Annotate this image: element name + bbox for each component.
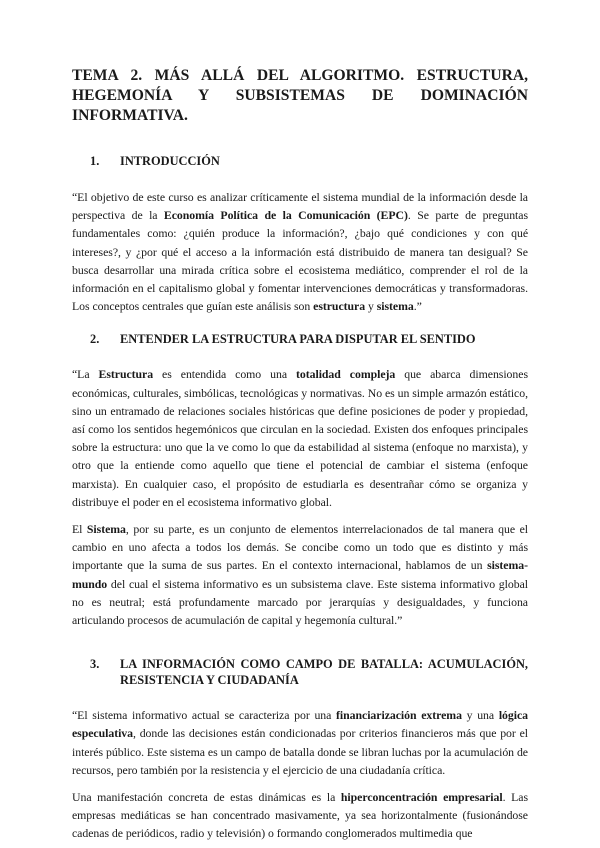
paragraph: Una manifestación concreta de estas dinámicas es la hiperconcentración empresarial. Las empresas mediáticas se han concentrado masivamente, ya sea horizontalmente (fusionándose cadenas de periódicos, radio y televisión) o formando conglomerados multimedia que: [72, 790, 528, 841]
paragraph: “El sistema informativo actual se caracteriza por una financiarización extrema y una lógica especulativa, donde las decisiones están condicionadas por criterios financieros más que por el interés público. Este sistema es un campo de batalla donde se libran luchas por la acumulación de recursos, pero también por la resistencia y el ejercicio de una ciudadanía crítica.: [72, 708, 528, 777]
paragraph: El Sistema, por su parte, es un conjunto de elementos interrelacionados de tal manera que el cambio en uno afecta a todos los demás. Se concibe como un todo que es distinto y más importante que la suma de sus partes. En el contexto internacional, hablamos de un sistema-mundo del cual el sistema informativo es un subsistema clave. Este sistema informativo global no es neutral; está profundamente marcado por jerarquías y desigualdades, y funciona articulando procesos de acumulación de capital y hegemonía cultural.”: [72, 522, 528, 628]
section-number: 3.: [90, 657, 100, 672]
section-title: INTRODUCCIÓN: [120, 154, 220, 168]
section-number: 2.: [90, 332, 100, 347]
document-body: [72, 66, 528, 843]
paragraph: “El objetivo de este curso es analizar críticamente el sistema mundial de la información desde la perspectiva de la Economía Política de la Comunicación (EPC). Se parte de preguntas fundamentales como: ¿quién produce la información?, ¿bajo qué condiciones y con qué intereses?, y ¿por qué el acceso a la información está distribuido de manera tan desigual? Se busca desarrollar una mirada crítica sobre el ecosistema mediático, comprender el rol de la información en el capitalismo global y fomentar intervenciones democráticas y transformadoras. Los conceptos centrales que guían este análisis son estructura y sistema.”: [72, 190, 528, 314]
section-heading-informacion: [72, 656, 528, 688]
section-title: ENTENDER LA ESTRUCTURA PARA DISPUTAR EL SENTIDO: [120, 332, 476, 347]
section-heading-estructura: [72, 331, 528, 347]
paragraph: “La Estructura es entendida como una totalidad compleja que abarca dimensiones económicas, culturales, simbólicas, tecnológicas y normativas. No es un simple armazón estático, sino un entramado de relaciones sociales históricas que define posiciones de poder y propiedad, así como los sentidos hegemónicos que circulan en la sociedad. Existen dos enfoques principales sobre la estructura: uno que la ve como lo que da estabilidad al sistema (enfoque no marxista), y otro que la entiende como aquello que tiene el potencial de cambiar el sistema (enfoque marxista). En cualquier caso, el propósito de estudiarla es desentrañar cómo se organiza y distribuye el poder en el ecosistema informativo global.: [72, 367, 528, 509]
section-title: LA INFORMACIÓN COMO CAMPO DE BATALLA: ACUMULACIÓN, RESISTENCIA Y CIUDADANÍA: [120, 657, 528, 688]
section-heading-introduccion: [72, 153, 528, 169]
page-title: TEMA 2. MÁS ALLÁ DEL ALGORITMO. ESTRUCTURA, HEGEMONÍA Y SUBSISTEMAS DE DOMINACIÓN INFORMATIVA.: [72, 67, 528, 124]
section-number: 1.: [90, 154, 100, 168]
